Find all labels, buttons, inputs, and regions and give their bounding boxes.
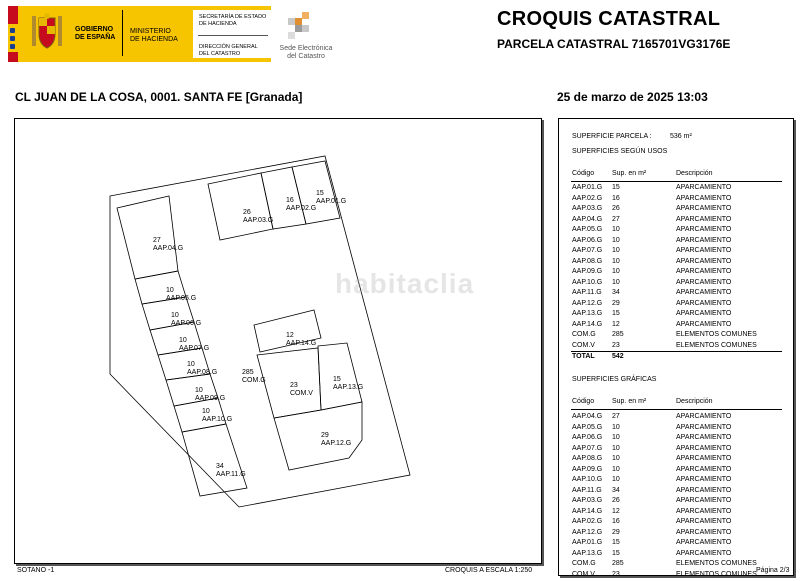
table-cell-code: AAP.02.G xyxy=(572,194,603,202)
table-cell-desc: APARCAMIENTO xyxy=(676,299,732,307)
table-cell-code: AAP.04.G xyxy=(572,215,603,223)
total-label: TOTAL xyxy=(572,353,595,360)
unit-code-label: AAP.10.G xyxy=(202,416,233,423)
table-cell-code: COM.G xyxy=(572,560,596,567)
usos-col-code: Código xyxy=(572,170,595,177)
parcel-surface-label: SUPERFICIE PARCELA : xyxy=(572,133,652,140)
table-cell-code: AAP.06.G xyxy=(572,434,603,441)
usos-col-surface: Sup. en m² xyxy=(612,170,647,177)
coat-of-arms-icon xyxy=(28,12,66,54)
unit-aap-11 xyxy=(182,424,247,496)
table-cell-code: AAP.03.G xyxy=(572,205,603,212)
table-cell-sup: 10 xyxy=(612,236,620,244)
unit-area-label: 10 xyxy=(166,287,174,294)
unit-area-label: 10 xyxy=(187,361,195,368)
graficas-col-surface: Sup. en m² xyxy=(612,398,647,405)
table-cell-sup: 10 xyxy=(612,455,620,462)
table-cell-sup: 34 xyxy=(612,486,620,494)
graficas-section-title: SUPERFICIES GRÁFICAS xyxy=(572,376,657,383)
table-row xyxy=(572,444,782,455)
table-cell-desc: APARCAMIENTO xyxy=(676,486,732,494)
table-cell-code: AAP.01.G xyxy=(572,184,603,191)
table-row xyxy=(572,549,782,560)
table-cell-sup: 10 xyxy=(612,444,620,452)
table-cell-sup: 15 xyxy=(612,310,620,317)
table-cell-sup: 23 xyxy=(612,341,620,349)
sede-electronica-logo-icon[interactable] xyxy=(288,12,316,40)
table-cell-desc: APARCAMIENTO xyxy=(676,247,732,254)
table-row xyxy=(572,299,782,310)
table-cell-desc: APARCAMIENTO xyxy=(676,549,732,557)
usos-header-rule xyxy=(571,181,782,182)
table-row xyxy=(572,225,782,236)
table-cell-sup: 285 xyxy=(612,331,624,338)
table-cell-sup: 10 xyxy=(612,268,620,275)
table-cell-sup: 285 xyxy=(612,560,624,567)
table-cell-sup: 27 xyxy=(612,215,620,223)
table-cell-code: AAP.03.G xyxy=(572,497,603,504)
table-cell-desc: APARCAMIENTO xyxy=(676,226,732,233)
table-cell-desc: APARCAMIENTO xyxy=(676,184,732,191)
table-cell-code: AAP.13.G xyxy=(572,310,603,317)
unit-area-label: 10 xyxy=(195,387,203,394)
unit-code-label: AAP.12.G xyxy=(321,440,352,447)
unit-area-label: 34 xyxy=(216,463,224,470)
table-cell-code: COM.G xyxy=(572,331,596,338)
unit-aap-04 xyxy=(117,196,178,279)
government-name: GOBIERNO DE ESPAÑA xyxy=(75,26,116,41)
table-cell-sup: 29 xyxy=(612,299,620,307)
table-row xyxy=(572,267,782,278)
table-cell-desc: APARCAMIENTO xyxy=(676,476,732,483)
unit-code-label: AAP.13.G xyxy=(333,384,364,391)
table-cell-desc: ELEMENTOS COMUNES xyxy=(676,341,757,349)
graficas-col-description: Descripción xyxy=(676,398,713,405)
table-cell-desc: APARCAMIENTO xyxy=(676,455,732,462)
page-title: CROQUIS CATASTRAL xyxy=(497,8,721,30)
unit-area-label: 23 xyxy=(290,382,298,389)
table-cell-sup: 27 xyxy=(612,413,620,420)
table-row xyxy=(572,570,782,581)
table-row xyxy=(572,278,782,289)
table-row xyxy=(572,475,782,486)
table-cell-desc: APARCAMIENTO xyxy=(676,236,732,244)
table-row xyxy=(572,309,782,320)
table-cell-sup: 23 xyxy=(612,570,620,578)
table-cell-code: AAP.12.G xyxy=(572,299,603,307)
unit-code-label: COM.V xyxy=(290,390,313,397)
unit-area-label: 285 xyxy=(242,369,254,376)
secretaria-name: SECRETARÍA DE ESTADO DE HACIENDA xyxy=(199,14,267,27)
table-cell-sup: 12 xyxy=(612,320,620,328)
document-date: 25 de marzo de 2025 13:03 xyxy=(557,90,708,104)
table-cell-code: AAP.09.G xyxy=(572,465,603,473)
ministry-name: MINISTERIO DE HACIENDA xyxy=(130,28,178,43)
unit-aap-12 xyxy=(274,402,362,470)
table-cell-desc: APARCAMIENTO xyxy=(676,257,732,265)
graficas-table xyxy=(572,412,782,580)
table-row xyxy=(572,454,782,465)
table-cell-desc: APARCAMIENTO xyxy=(676,320,732,328)
header-divider xyxy=(122,10,123,56)
usos-total-rule xyxy=(571,351,782,352)
unit-com-v xyxy=(257,348,321,418)
table-cell-code: AAP.01.G xyxy=(572,539,603,546)
table-cell-sup: 10 xyxy=(612,465,620,473)
page-number: Página 2/3 xyxy=(756,567,790,574)
unit-area-label: 10 xyxy=(171,312,179,319)
unit-area-label: 27 xyxy=(153,237,161,244)
table-cell-code: AAP.07.G xyxy=(572,444,603,452)
unit-area-label: 10 xyxy=(179,337,187,344)
property-address: CL JUAN DE LA COSA, 0001. SANTA FE [Granada] xyxy=(15,90,303,104)
table-cell-desc: APARCAMIENTO xyxy=(676,444,732,452)
table-cell-desc: APARCAMIENTO xyxy=(676,465,732,473)
unit-aap-10 xyxy=(174,398,226,432)
usos-col-description: Descripción xyxy=(676,170,713,177)
table-cell-desc: APARCAMIENTO xyxy=(676,528,732,536)
watermark: habitaclia xyxy=(335,268,475,299)
table-cell-desc: APARCAMIENTO xyxy=(676,278,732,286)
unit-code-label: AAP.01.G xyxy=(316,198,347,205)
unit-area-label: 15 xyxy=(333,376,341,383)
unit-code-label: AAP.02.G xyxy=(286,205,317,212)
parcel-plan xyxy=(14,118,542,564)
table-cell-desc: ELEMENTOS COMUNES xyxy=(676,570,757,578)
table-cell-sup: 26 xyxy=(612,205,620,212)
unit-code-label: AAP.09.G xyxy=(195,395,226,402)
unit-area-label: 29 xyxy=(321,432,329,439)
table-row xyxy=(572,507,782,518)
table-cell-desc: APARCAMIENTO xyxy=(676,539,732,546)
table-row xyxy=(572,330,782,341)
graficas-header-rule xyxy=(571,409,782,410)
table-cell-code: AAP.05.G xyxy=(572,423,603,431)
unit-code-label: AAP.08.G xyxy=(187,369,218,376)
unit-area-label: 16 xyxy=(286,197,294,204)
table-row xyxy=(572,528,782,539)
usos-section-title: SUPERFICIES SEGÚN USOS xyxy=(572,148,668,155)
table-cell-sup: 10 xyxy=(612,278,620,286)
unit-area-label: 12 xyxy=(286,332,294,339)
table-cell-sup: 29 xyxy=(612,528,620,536)
table-cell-code: AAP.10.G xyxy=(572,476,603,483)
unit-code-label: COM.G xyxy=(242,377,266,384)
table-row xyxy=(572,465,782,476)
table-cell-sup: 10 xyxy=(612,226,620,233)
parcel-outline xyxy=(110,156,410,507)
table-row xyxy=(572,183,782,194)
table-cell-sup: 10 xyxy=(612,247,620,254)
table-cell-desc: APARCAMIENTO xyxy=(676,310,732,317)
table-cell-code: AAP.04.G xyxy=(572,413,603,420)
table-cell-code: AAP.14.G xyxy=(572,320,603,328)
table-row xyxy=(572,486,782,497)
table-row xyxy=(572,288,782,299)
table-cell-desc: APARCAMIENTO xyxy=(676,413,732,420)
table-cell-desc: APARCAMIENTO xyxy=(676,507,732,515)
table-cell-sup: 26 xyxy=(612,497,620,504)
unit-code-label: AAP.05.G xyxy=(166,295,197,302)
table-cell-desc: APARCAMIENTO xyxy=(676,194,732,202)
table-cell-code: AAP.11.G xyxy=(572,486,602,494)
table-row xyxy=(572,538,782,549)
table-cell-sup: 15 xyxy=(612,549,620,557)
graficas-col-code: Código xyxy=(572,398,595,405)
table-cell-code: AAP.06.G xyxy=(572,236,603,244)
table-row xyxy=(572,257,782,268)
table-cell-code: AAP.12.G xyxy=(572,528,603,536)
parcel-surface-value: 536 m² xyxy=(670,133,692,140)
table-cell-desc: APARCAMIENTO xyxy=(676,268,732,275)
table-cell-code: AAP.08.G xyxy=(572,455,603,462)
table-cell-code: AAP.10.G xyxy=(572,278,603,286)
table-cell-sup: 10 xyxy=(612,476,620,483)
table-cell-code: COM.V xyxy=(572,570,595,578)
table-cell-sup: 34 xyxy=(612,289,620,296)
unit-code-label: AAP.03.G xyxy=(243,217,274,224)
table-row xyxy=(572,433,782,444)
table-row xyxy=(572,517,782,528)
table-cell-sup: 16 xyxy=(612,518,620,525)
table-row xyxy=(572,246,782,257)
table-cell-desc: APARCAMIENTO xyxy=(676,205,732,212)
unit-code-label: AAP.14.G xyxy=(286,340,317,347)
table-cell-code: AAP.11.G xyxy=(572,289,602,296)
table-cell-sup: 15 xyxy=(612,539,620,546)
sede-electronica-link[interactable]: Sede Electrónica del Catastro xyxy=(279,45,333,60)
table-cell-desc: APARCAMIENTO xyxy=(676,518,732,525)
table-row xyxy=(572,341,782,352)
unit-code-label: AAP.07.G xyxy=(179,345,210,352)
floor-label: SOTANO -1 xyxy=(17,567,55,574)
scale-label: CROQUIS A ESCALA 1:250 xyxy=(445,567,533,574)
unit-area-label: 10 xyxy=(202,408,210,415)
unit-code-label: AAP.04.G xyxy=(153,245,184,252)
total-value: 542 xyxy=(612,353,624,360)
table-row xyxy=(572,236,782,247)
usos-table xyxy=(572,183,782,351)
table-cell-desc: ELEMENTOS COMUNES xyxy=(676,560,757,567)
table-cell-sup: 10 xyxy=(612,257,620,265)
table-row xyxy=(572,204,782,215)
agency-divider xyxy=(198,35,268,36)
direccion-name: DIRECCIÓN GENERAL DEL CATASTRO xyxy=(199,44,258,57)
table-cell-code: AAP.13.G xyxy=(572,549,603,557)
table-cell-code: AAP.02.G xyxy=(572,518,603,525)
table-cell-desc: APARCAMIENTO xyxy=(676,434,732,441)
table-row xyxy=(572,423,782,434)
table-row xyxy=(572,320,782,331)
unit-area-label: 15 xyxy=(316,190,324,197)
table-cell-sup: 16 xyxy=(612,194,620,202)
table-cell-sup: 15 xyxy=(612,184,620,191)
table-cell-code: AAP.05.G xyxy=(572,226,603,233)
table-row xyxy=(572,496,782,507)
table-row xyxy=(572,559,782,570)
table-row xyxy=(572,215,782,226)
unit-code-label: AAP.11.G xyxy=(216,471,246,478)
table-row xyxy=(572,412,782,423)
table-cell-code: AAP.07.G xyxy=(572,247,603,254)
eu-flag-icon xyxy=(8,6,18,62)
table-cell-code: AAP.14.G xyxy=(572,507,603,515)
page-subtitle: PARCELA CATASTRAL 7165701VG3176E xyxy=(497,37,731,51)
table-cell-desc: APARCAMIENTO xyxy=(676,215,732,223)
table-row xyxy=(572,194,782,205)
table-cell-code: AAP.08.G xyxy=(572,257,603,265)
table-cell-sup: 12 xyxy=(612,507,620,515)
table-cell-code: AAP.09.G xyxy=(572,268,603,275)
table-cell-desc: ELEMENTOS COMUNES xyxy=(676,331,757,338)
table-cell-sup: 10 xyxy=(612,434,620,441)
unit-area-label: 26 xyxy=(243,209,251,216)
table-cell-sup: 10 xyxy=(612,423,620,431)
table-cell-desc: APARCAMIENTO xyxy=(676,423,732,431)
unit-code-label: AAP.06.G xyxy=(171,320,202,327)
table-cell-desc: APARCAMIENTO xyxy=(676,497,732,504)
table-cell-desc: APARCAMIENTO xyxy=(676,289,732,296)
table-cell-code: COM.V xyxy=(572,341,595,349)
